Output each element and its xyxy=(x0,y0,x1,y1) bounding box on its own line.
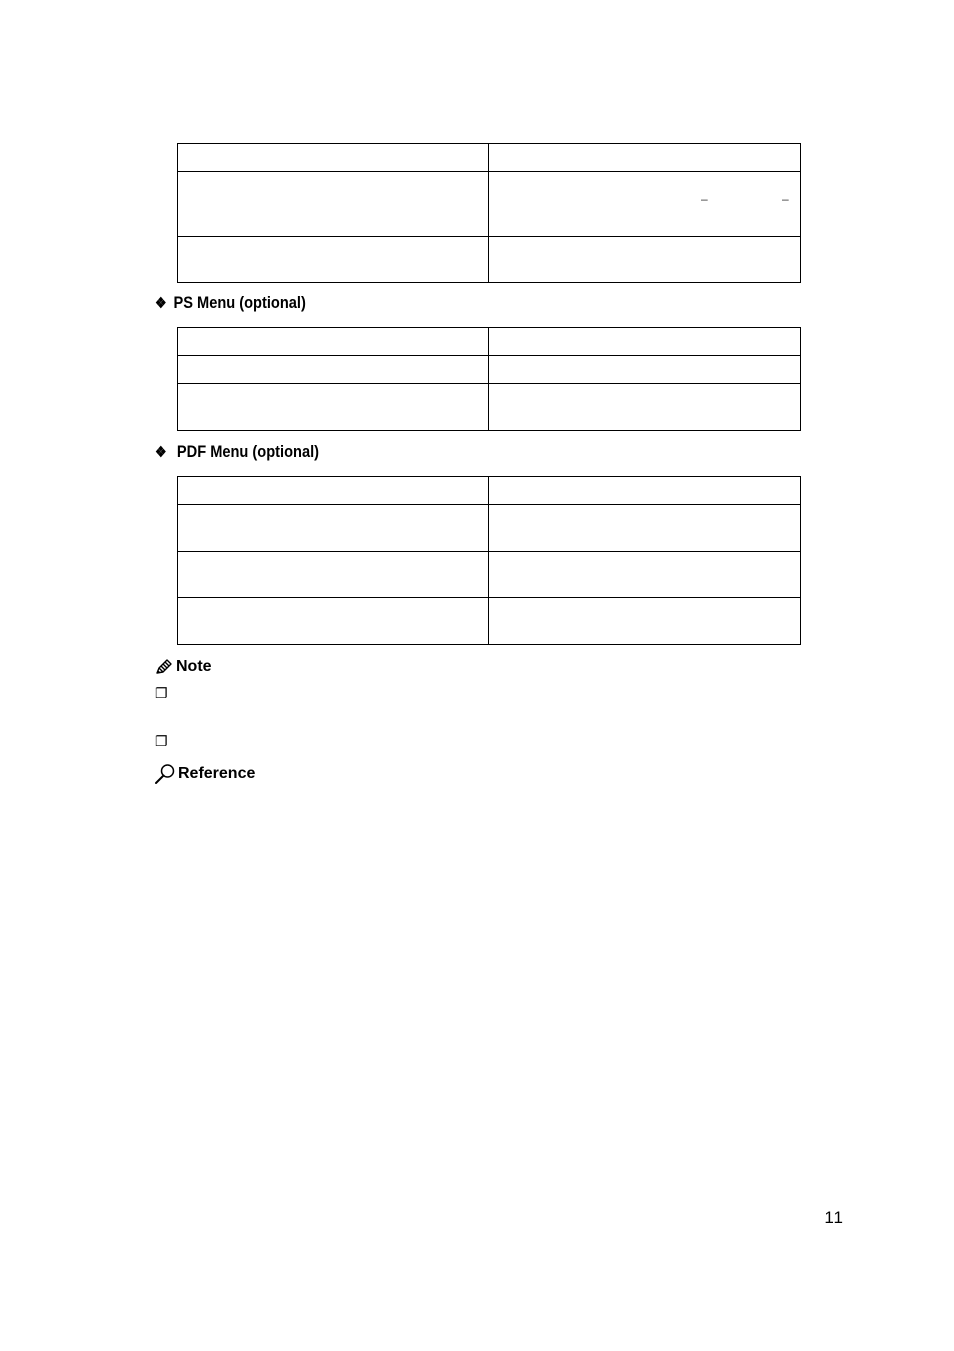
magnifier-icon xyxy=(154,763,176,785)
reference-title: Reference xyxy=(178,765,256,782)
ps-menu-table xyxy=(177,327,801,431)
reference-label xyxy=(154,763,255,785)
table-cell xyxy=(178,598,489,645)
table-row xyxy=(178,328,801,356)
table-cell xyxy=(489,144,801,172)
table-cell xyxy=(489,384,801,431)
table-row xyxy=(178,144,801,172)
checkbox-bullet-icon: ❐ xyxy=(155,685,168,701)
table-cell xyxy=(178,172,489,237)
table-cell xyxy=(178,477,489,505)
table-row xyxy=(178,477,801,505)
table-cell xyxy=(178,144,489,172)
table-row xyxy=(178,598,801,645)
table-cell xyxy=(178,328,489,356)
table-cell xyxy=(489,477,801,505)
checkbox-bullet-icon: ❐ xyxy=(155,733,168,749)
dash-mark: – xyxy=(701,192,708,206)
table-cell xyxy=(178,552,489,598)
ps-menu-title: PS Menu (optional) xyxy=(173,293,306,312)
table-cell xyxy=(489,356,801,384)
table-cell xyxy=(178,384,489,431)
table-row xyxy=(178,552,801,598)
pdf-menu-heading xyxy=(155,442,319,462)
table-cell xyxy=(178,505,489,552)
table-cell xyxy=(489,505,801,552)
ps-menu-heading xyxy=(155,293,306,313)
table-row xyxy=(178,384,801,431)
table-row xyxy=(178,356,801,384)
diamond-bullet-icon: ❖ xyxy=(155,295,167,312)
table-cell xyxy=(489,552,801,598)
table-row xyxy=(178,505,801,552)
settings-table-1 xyxy=(177,143,801,283)
table-cell xyxy=(489,172,801,237)
pdf-menu-title: PDF Menu (optional) xyxy=(176,442,320,461)
page-number: 11 xyxy=(824,1208,844,1227)
table-row xyxy=(178,237,801,283)
diamond-bullet-icon: ❖ xyxy=(155,444,167,461)
dash-mark: – xyxy=(782,192,789,206)
pencil-icon xyxy=(154,657,174,677)
table-cell xyxy=(489,598,801,645)
table-cell xyxy=(489,328,801,356)
table-cell xyxy=(178,237,489,283)
pdf-menu-table xyxy=(177,476,801,645)
note-title: Note xyxy=(176,658,212,675)
table-cell xyxy=(489,237,801,283)
note-label xyxy=(154,657,212,677)
table-cell xyxy=(178,356,489,384)
